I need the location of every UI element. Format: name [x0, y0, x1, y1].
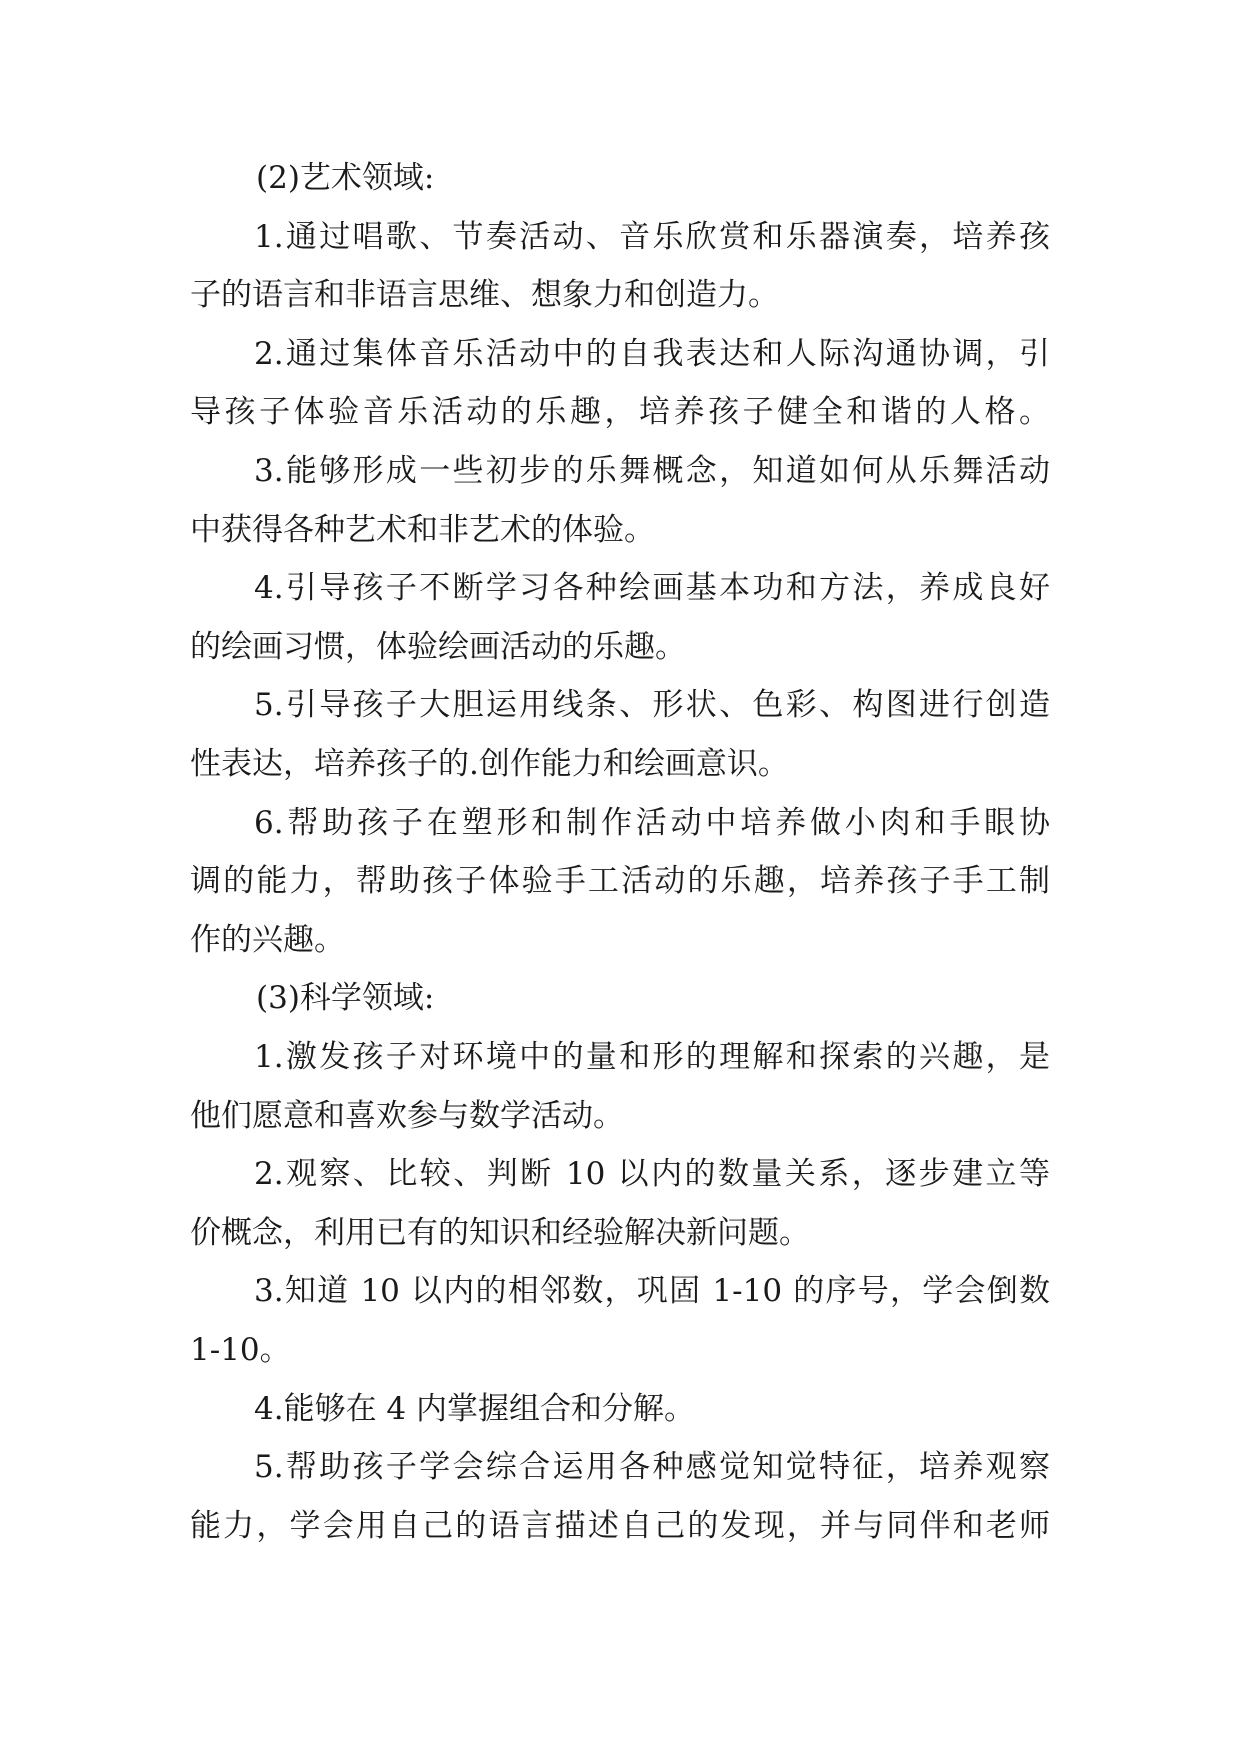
text-line-sci-1b: 他们愿意和喜欢参与数学活动。	[190, 1097, 624, 1134]
text-line-sci-2b: 价概念，利用已有的知识和经验解决新问题。	[190, 1214, 810, 1251]
text-line-art-3a: 3.能够形成一些初步的乐舞概念，知道如何从乐舞活动	[254, 453, 1050, 489]
text-line-sci-2a: 2.观察、比较、判断 10 以内的数量关系，逐步建立等	[254, 1156, 1050, 1193]
text-line-sci-3b: 1-10。	[190, 1332, 291, 1368]
text-line-sci-heading: (3)科学领域:	[256, 980, 435, 1017]
text-line-art-6a: 6.帮助孩子在塑形和制作活动中培养做小肉和手眼协	[254, 804, 1050, 841]
text-line-art-5b: 性表达，培养孩子的.创作能力和绘画意识。	[190, 746, 789, 782]
text-line-art-2a: 2.通过集体音乐活动中的自我表达和人际沟通协调，引	[254, 335, 1050, 372]
text-line-art-6c: 作的兴趣。	[190, 921, 345, 958]
text-line-sci-5b: 能力，学会用自己的语言描述自己的发现，并与同伴和老师	[190, 1507, 1050, 1544]
text-line-art-1a: 1.通过唱歌、节奏活动、音乐欣赏和乐器演奏，培养孩	[254, 218, 1050, 255]
text-line-art-6b: 调的能力，帮助孩子体验手工活动的乐趣，培养孩子手工制	[190, 863, 1050, 900]
text-line-art-2b: 导孩子体验音乐活动的乐趣，培养孩子健全和谐的人格。	[190, 394, 1050, 431]
text-line-art-5a: 5.引导孩子大胆运用线条、形状、色彩、构图进行创造	[254, 687, 1050, 724]
text-line-sci-5a: 5.帮助孩子学会综合运用各种感觉知觉特征，培养观察	[254, 1449, 1050, 1486]
text-line-art-4a: 4.引导孩子不断学习各种绘画基本功和方法，养成良好	[254, 570, 1050, 607]
text-line-art-3b: 中获得各种艺术和非艺术的体验。	[190, 511, 655, 548]
text-line-art-4b: 的绘画习惯，体验绘画活动的乐趣。	[190, 628, 686, 665]
text-line-art-heading: (2)艺术领域:	[256, 160, 435, 196]
text-line-sci-1a: 1.激发孩子对环境中的量和形的理解和探索的兴趣，是	[254, 1039, 1050, 1075]
text-line-art-1b: 子的语言和非语言思维、想象力和创造力。	[190, 277, 779, 314]
text-line-sci-3a: 3.知道 10 以内的相邻数，巩固 1-10 的序号，学会倒数	[254, 1273, 1050, 1310]
text-line-sci-4a: 4.能够在 4 内掌握组合和分解。	[254, 1390, 696, 1427]
